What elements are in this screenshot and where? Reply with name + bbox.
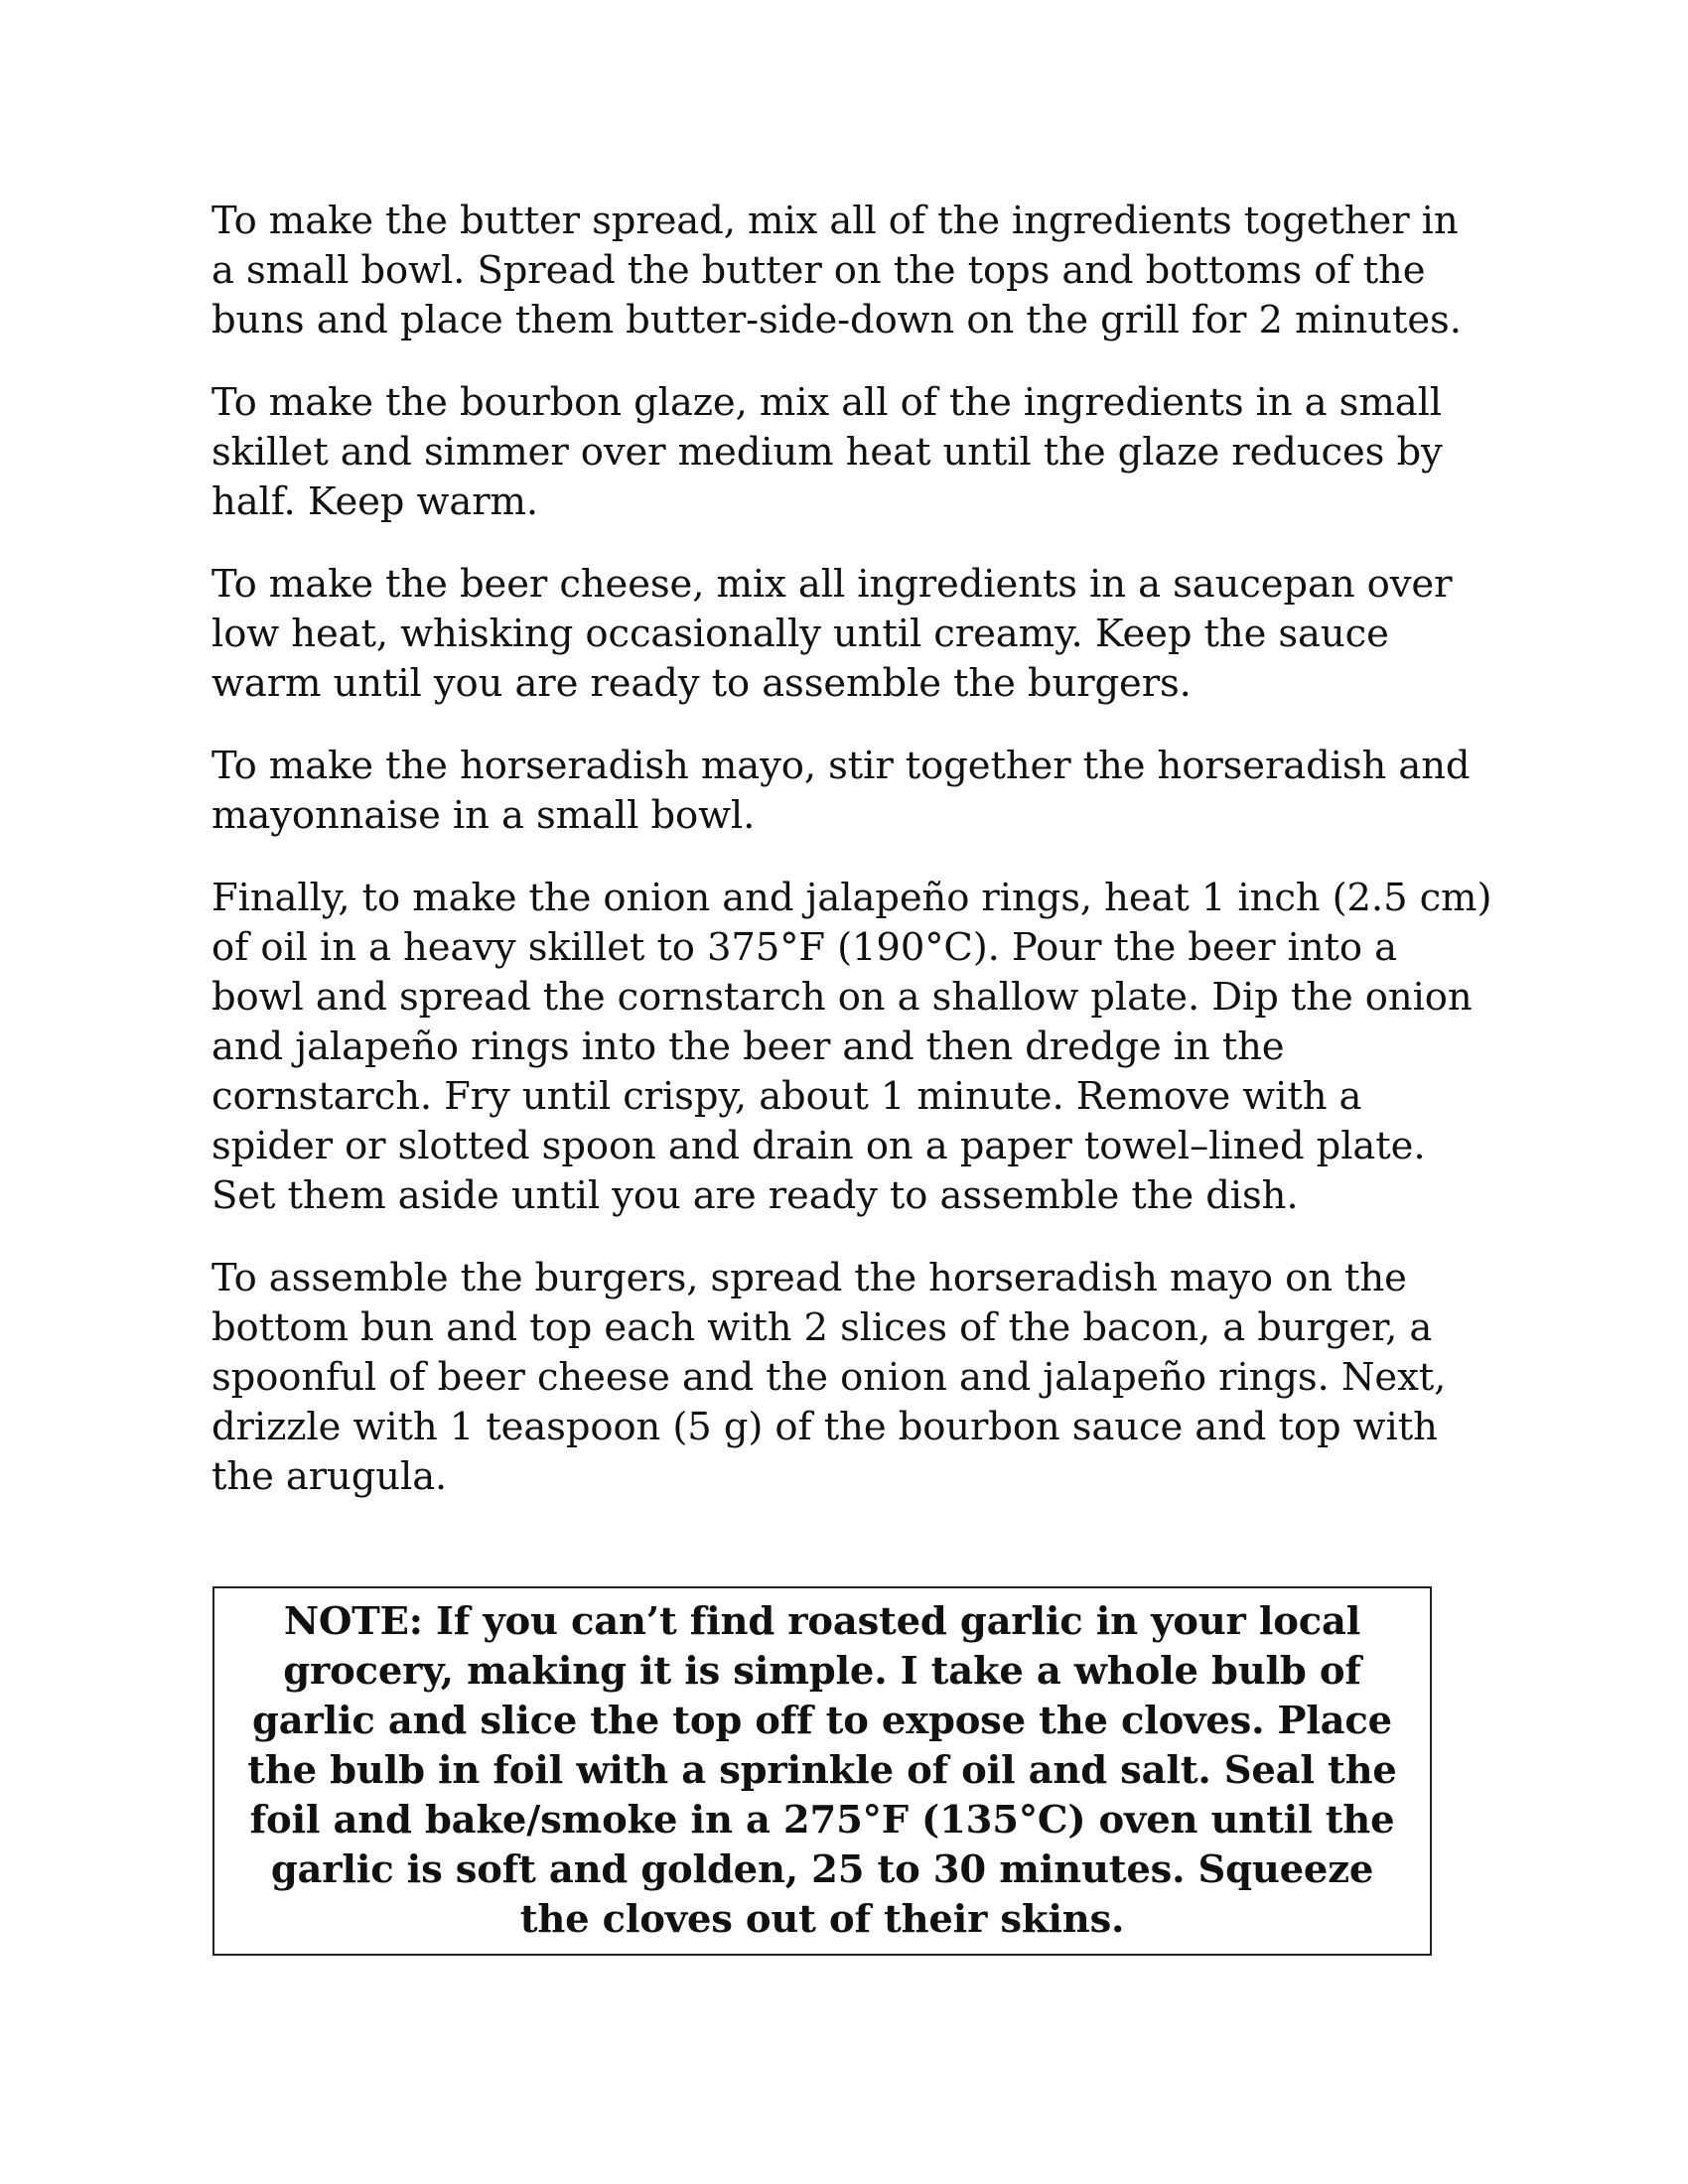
beer-cheese-paragraph: To make the beer cheese, mix all ingredients in a saucepan over low heat, whisking occasionally until creamy. Keep the sauce warm until you are ready to assemble the burgers. — [211, 562, 1453, 706]
bourbon-glaze-paragraph: To make the bourbon glaze, mix all of the ingredients in a small skillet and simmer over medium heat until the glaze reduces by half. Keep warm. — [211, 380, 1443, 524]
note-box — [212, 1586, 1432, 1956]
roasted-garlic-note: NOTE: If you can’t find roasted garlic in your local grocery, making it is simple. I take a whole bulb of garlic and slice the top off to expose the cloves. Place the bulb in foil with a sprinkle of oil and salt. Seal the foil and bake/smoke in a 275°F (135°C) oven until the garlic is soft and golden, 25 to 30 minutes. Squeeze the cloves out of their skins. — [247, 1599, 1397, 1942]
horseradish-mayo-paragraph: To make the horseradish mayo, stir together the horseradish and mayonnaise in a small bowl. — [211, 744, 1471, 838]
onion-jalapeno-rings-paragraph: Finally, to make the onion and jalapeño rings, heat 1 inch (2.5 cm) of oil in a heavy skillet to 375°F (190°C). Pour the beer into a bowl and spread the cornstarch on a shallow plate. Dip the onion and jalapeño rings into the beer and then dredge in the cornstarch. Fry until crispy, about 1 minute. Remove with a spider or slotted spoon and drain on a paper towel–lined plate. Set them aside until you are ready to assemble the dish. — [211, 876, 1492, 1218]
assemble-burgers-paragraph: To assemble the burgers, spread the horseradish mayo on the bottom bun and top each with 2 slices of the bacon, a burger, a spoonful of beer cheese and the onion and jalapeño rings. Next, drizzle with 1 teaspoon (5 g) of the bourbon sauce and top with the arugula. — [211, 1256, 1447, 1499]
butter-spread-paragraph: To make the butter spread, mix all of the ingredients together in a small bowl. Spread the butter on the tops and bottoms of the buns and place them butter-side-down on the grill for 2 minutes. — [211, 199, 1462, 342]
recipe-instructions — [211, 197, 1492, 1535]
